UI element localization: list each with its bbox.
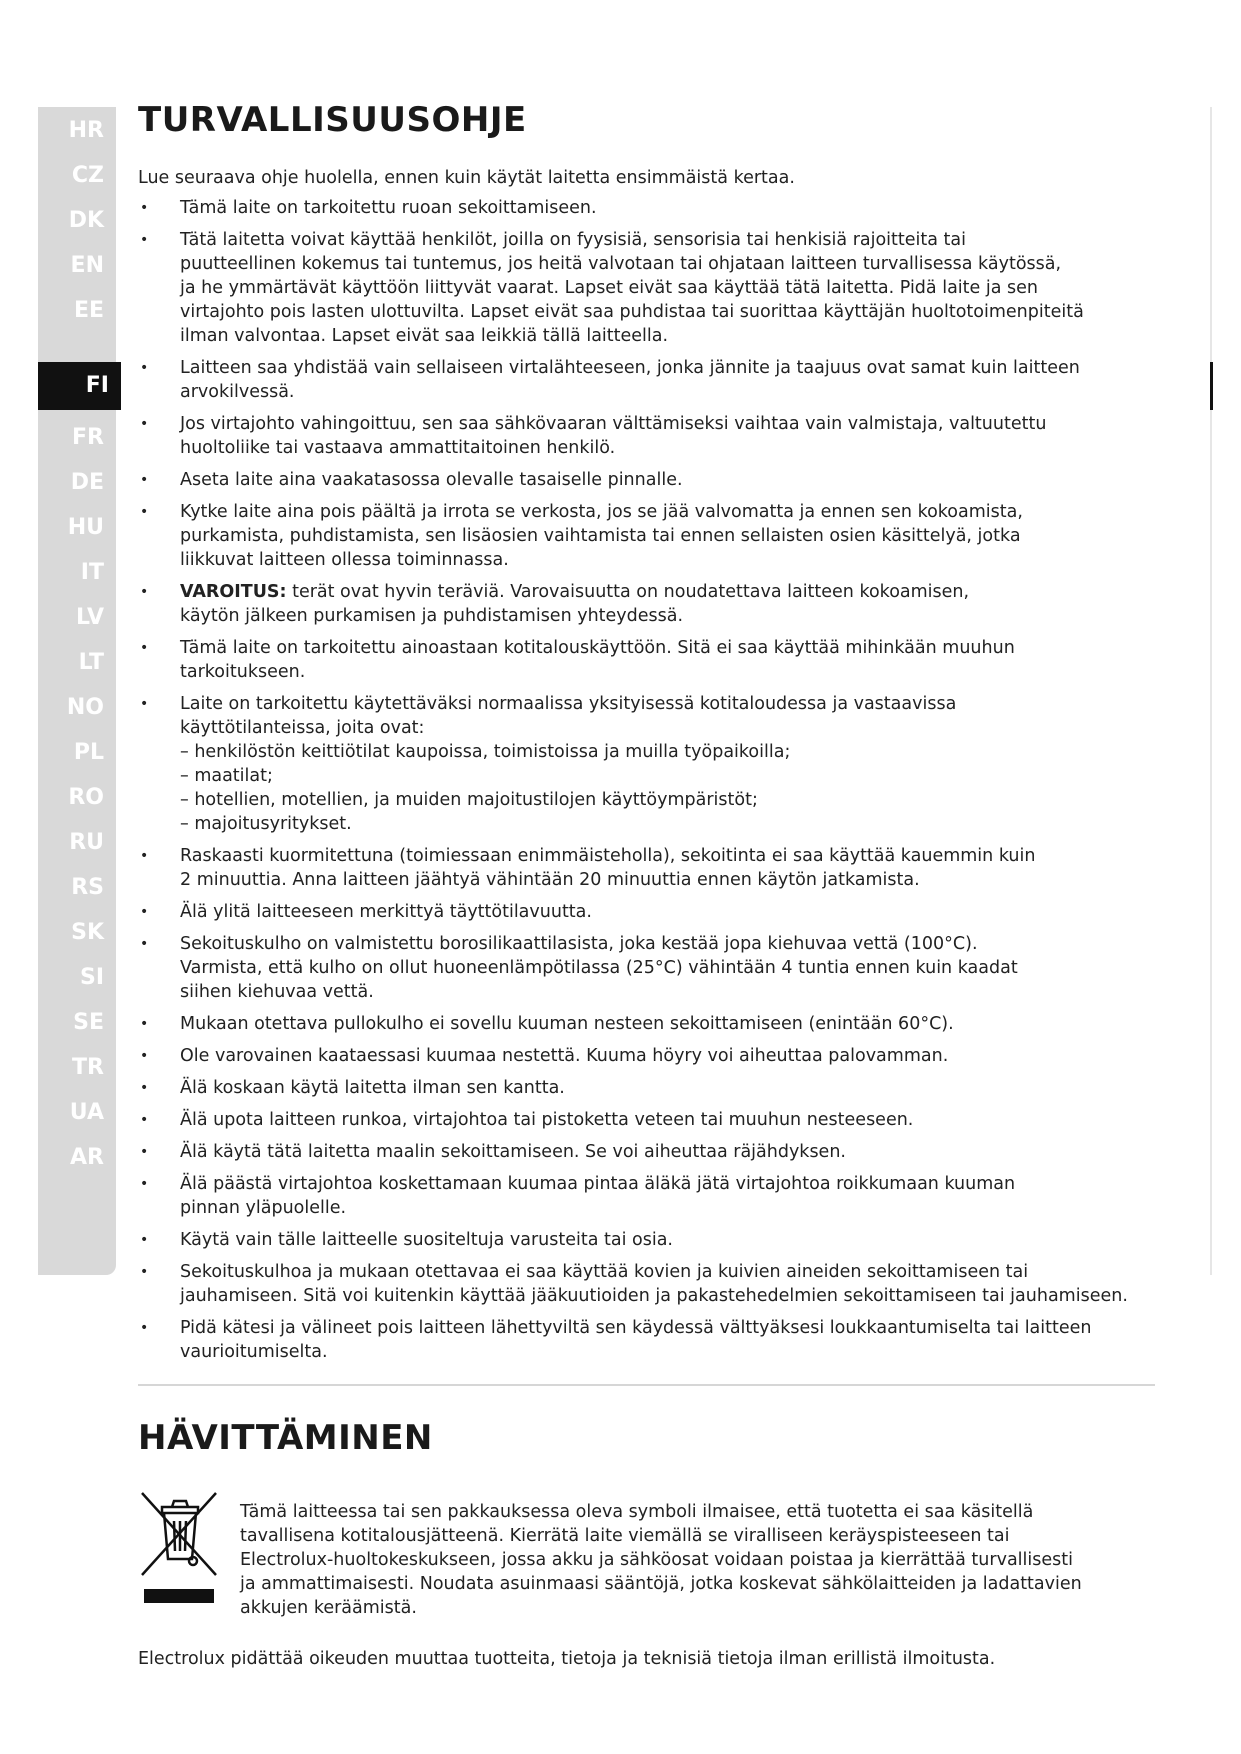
list-item: • Ole varovainen kaataessasi kuumaa nestettä. Kuuma höyry voi aiheuttaa palovamman. [138, 1044, 1148, 1068]
safety-list [138, 196, 1148, 1372]
list-item: • Mukaan otettava pullokulho ei sovellu kuuman nesteen sekoittamiseen (enintään 60°C). [138, 1012, 1148, 1036]
warning-item [138, 580, 1148, 628]
warning-label: VAROITUS: [180, 582, 287, 602]
lang-tab-pl[interactable]: PL [73, 740, 104, 765]
lang-tab-it[interactable]: IT [80, 560, 104, 585]
warning-text: terät ovat hyvin teräviä. Varovaisuutta on noudatettava laitteen kokoamisen, käytön jälkeen purkamisen ja puhdistamisen yhteydessä. [180, 582, 970, 626]
lang-tab-ar[interactable]: AR [70, 1145, 104, 1170]
section-marker [1210, 362, 1213, 410]
lang-tab-ro[interactable]: RO [68, 785, 104, 810]
lang-tab-dk[interactable]: DK [68, 208, 104, 233]
list-item: • Käytä vain tälle laitteelle suositeltuja varusteita tai osia. [138, 1228, 1148, 1252]
list-item: • Laite on tarkoitettu käytettäväksi normaalissa yksityisessä kotitaloudessa ja vastaavissa käyttötilanteissa, joita ovat: – henkilöstön keittiötilat kaupoissa, toimistoissa ja muilla työpaikoilla; – maatilat; – hotellien, motellien, ja muiden majoitustilojen käyttöympäristöt; – majoitusyritykset. [138, 692, 1148, 836]
list-item: • Jos virtajohto vahingoittuu, sen saa sähkövaaran välttämiseksi vaihtaa vain valmistaja, valtuutettu huoltoliike tai vastaava ammattitaitoinen henkilö. [138, 412, 1148, 460]
list-item: • Kytke laite aina pois päältä ja irrota se verkosta, jos se jää valvomatta ja ennen sen kokoamista, purkamista, puhdistamista, sen lisäosien vaihtamista tai ennen sellaisten osien käsittelyä, jotka liikkuvat laitteen ollessa toiminnassa. [138, 500, 1148, 572]
section-divider [138, 1384, 1155, 1386]
footer-note: Electrolux pidättää oikeuden muuttaa tuotteita, tietoja ja teknisiä tietoja ilman erillistä ilmoitusta. [138, 1649, 996, 1669]
lang-tab-no[interactable]: NO [66, 695, 104, 720]
disposal-text: Tämä laitteessa tai sen pakkauksessa oleva symboli ilmaisee, että tuotetta ei saa käsitellä tavallisena kotitalousjätteenä. Kierrätä laite viemällä se viralliseen keräyspisteeseen tai Electrolux-huoltokeskukseen, jossa akku ja sähköosat voidaan poistaa ja kierrättää turvallisesti ja ammattimaisesti. Noudata asuinmaasi sääntöjä, jotka koskevat sähkölaitteiden ja ladattavien akkujen keräämistä. [240, 1502, 1082, 1618]
lang-tab-ru[interactable]: RU [69, 830, 104, 855]
lang-tab-rs[interactable]: RS [71, 875, 104, 900]
lang-tab-lv[interactable]: LV [75, 605, 104, 630]
list-item: • Pidä kätesi ja välineet pois laitteen lähettyviltä sen käydessä välttyäksesi loukkaantumiselta tai laitteen vaurioitumiselta. [138, 1316, 1148, 1364]
lang-tab-cz[interactable]: CZ [71, 163, 104, 188]
list-item: • Tämä laite on tarkoitettu ainoastaan kotitalouskäyttöön. Sitä ei saa käyttää mihinkään muuhun tarkoitukseen. [138, 636, 1148, 684]
lang-tab-sk[interactable]: SK [71, 920, 104, 945]
list-item: • Älä upota laitteen runkoa, virtajohtoa tai pistoketta veteen tai muuhun nesteeseen. [138, 1108, 1148, 1132]
list-item: • Aseta laite aina vaakatasossa olevalle tasaiselle pinnalle. [138, 468, 1148, 492]
list-item: • Sekoituskulhoa ja mukaan otettavaa ei saa käyttää kovien ja kuivien aineiden sekoittamiseen tai jauhamiseen. Sitä voi kuitenkin käyttää jääkuutioiden ja pakastehedelmien sekoittamiseen tai jauhamiseen. [138, 1260, 1148, 1308]
list-item: • Raskaasti kuormitettuna (toimiessaan enimmäisteholla), sekoitinta ei saa käyttää kauemmin kuin 2 minuuttia. Anna laitteen jäähtyä vähintään 20 minuuttia ennen käytön jatkamista. [138, 844, 1148, 892]
list-item: • Tätä laitetta voivat käyttää henkilöt, joilla on fyysisiä, sensorisia tai henkisiä rajoitteita tai puutteellinen kokemus tai tuntemus, jos heitä valvotaan tai ohjataan laitteen turvallisessa käytössä, ja he ymmärtävät käyttöön liittyvät vaarat. Lapset eivät saa käyttää tätä laitetta. Pidä laite ja sen virtajohto pois lasten ulottuvilta. Lapset eivät saa puhdistaa tai suorittaa käyttäjän huoltotoimenpiteitä ilman valvontaa. Lapset eivät saa leikkiä tällä laitteella. [138, 228, 1148, 348]
lang-tab-hu[interactable]: HU [67, 515, 104, 540]
list-item: • Tämä laite on tarkoitettu ruoan sekoittamiseen. [138, 196, 1148, 220]
lang-tab-se[interactable]: SE [73, 1010, 104, 1035]
lang-tab-ua[interactable]: UA [69, 1100, 104, 1125]
crossed-out-wheelie-bin-icon [138, 1489, 220, 1609]
lang-tab-de[interactable]: DE [70, 470, 104, 495]
lang-tab-fi[interactable]: FI [38, 362, 121, 410]
lang-tab-si[interactable]: SI [79, 965, 104, 990]
list-item: • Älä koskaan käytä laitetta ilman sen kantta. [138, 1076, 1148, 1100]
list-item: • Älä käytä tätä laitetta maalin sekoittamiseen. Se voi aiheuttaa räjähdyksen. [138, 1140, 1148, 1164]
language-tab-strip [38, 107, 116, 1275]
lang-tab-ee[interactable]: EE [73, 298, 104, 323]
lang-tab-fr[interactable]: FR [72, 425, 104, 450]
lang-tab-en[interactable]: EN [70, 253, 104, 278]
list-item: • Sekoituskulho on valmistettu borosilikaattilasista, joka kestää jopa kiehuvaa vettä (100°C). Varmista, että kulho on ollut huoneenlämpötilassa (25°C) vähintään 4 tuntia ennen kuin kaadat siihen kiehuvaa vettä. [138, 932, 1148, 1004]
lang-tab-lt[interactable]: LT [78, 650, 104, 675]
lang-tab-hr[interactable]: HR [68, 118, 104, 143]
list-item: • Laitteen saa yhdistää vain sellaiseen virtalähteeseen, jonka jännite ja taajuus ovat samat kuin laitteen arvokilvessä. [138, 356, 1148, 404]
safety-title: TURVALLISUUSOHJE [138, 100, 527, 140]
right-edge-rule [1210, 107, 1212, 1275]
lang-tab-tr[interactable]: TR [72, 1055, 104, 1080]
list-item: • Älä päästä virtajohtoa koskettamaan kuumaa pintaa äläkä jätä virtajohtoa roikkumaan kuuman pinnan yläpuolelle. [138, 1172, 1148, 1220]
disposal-title: HÄVITTÄMINEN [138, 1418, 433, 1458]
list-item: • Älä ylitä laitteeseen merkittyä täyttötilavuutta. [138, 900, 1148, 924]
safety-intro: Lue seuraava ohje huolella, ennen kuin käytät laitetta ensimmäistä kertaa. [138, 168, 795, 188]
